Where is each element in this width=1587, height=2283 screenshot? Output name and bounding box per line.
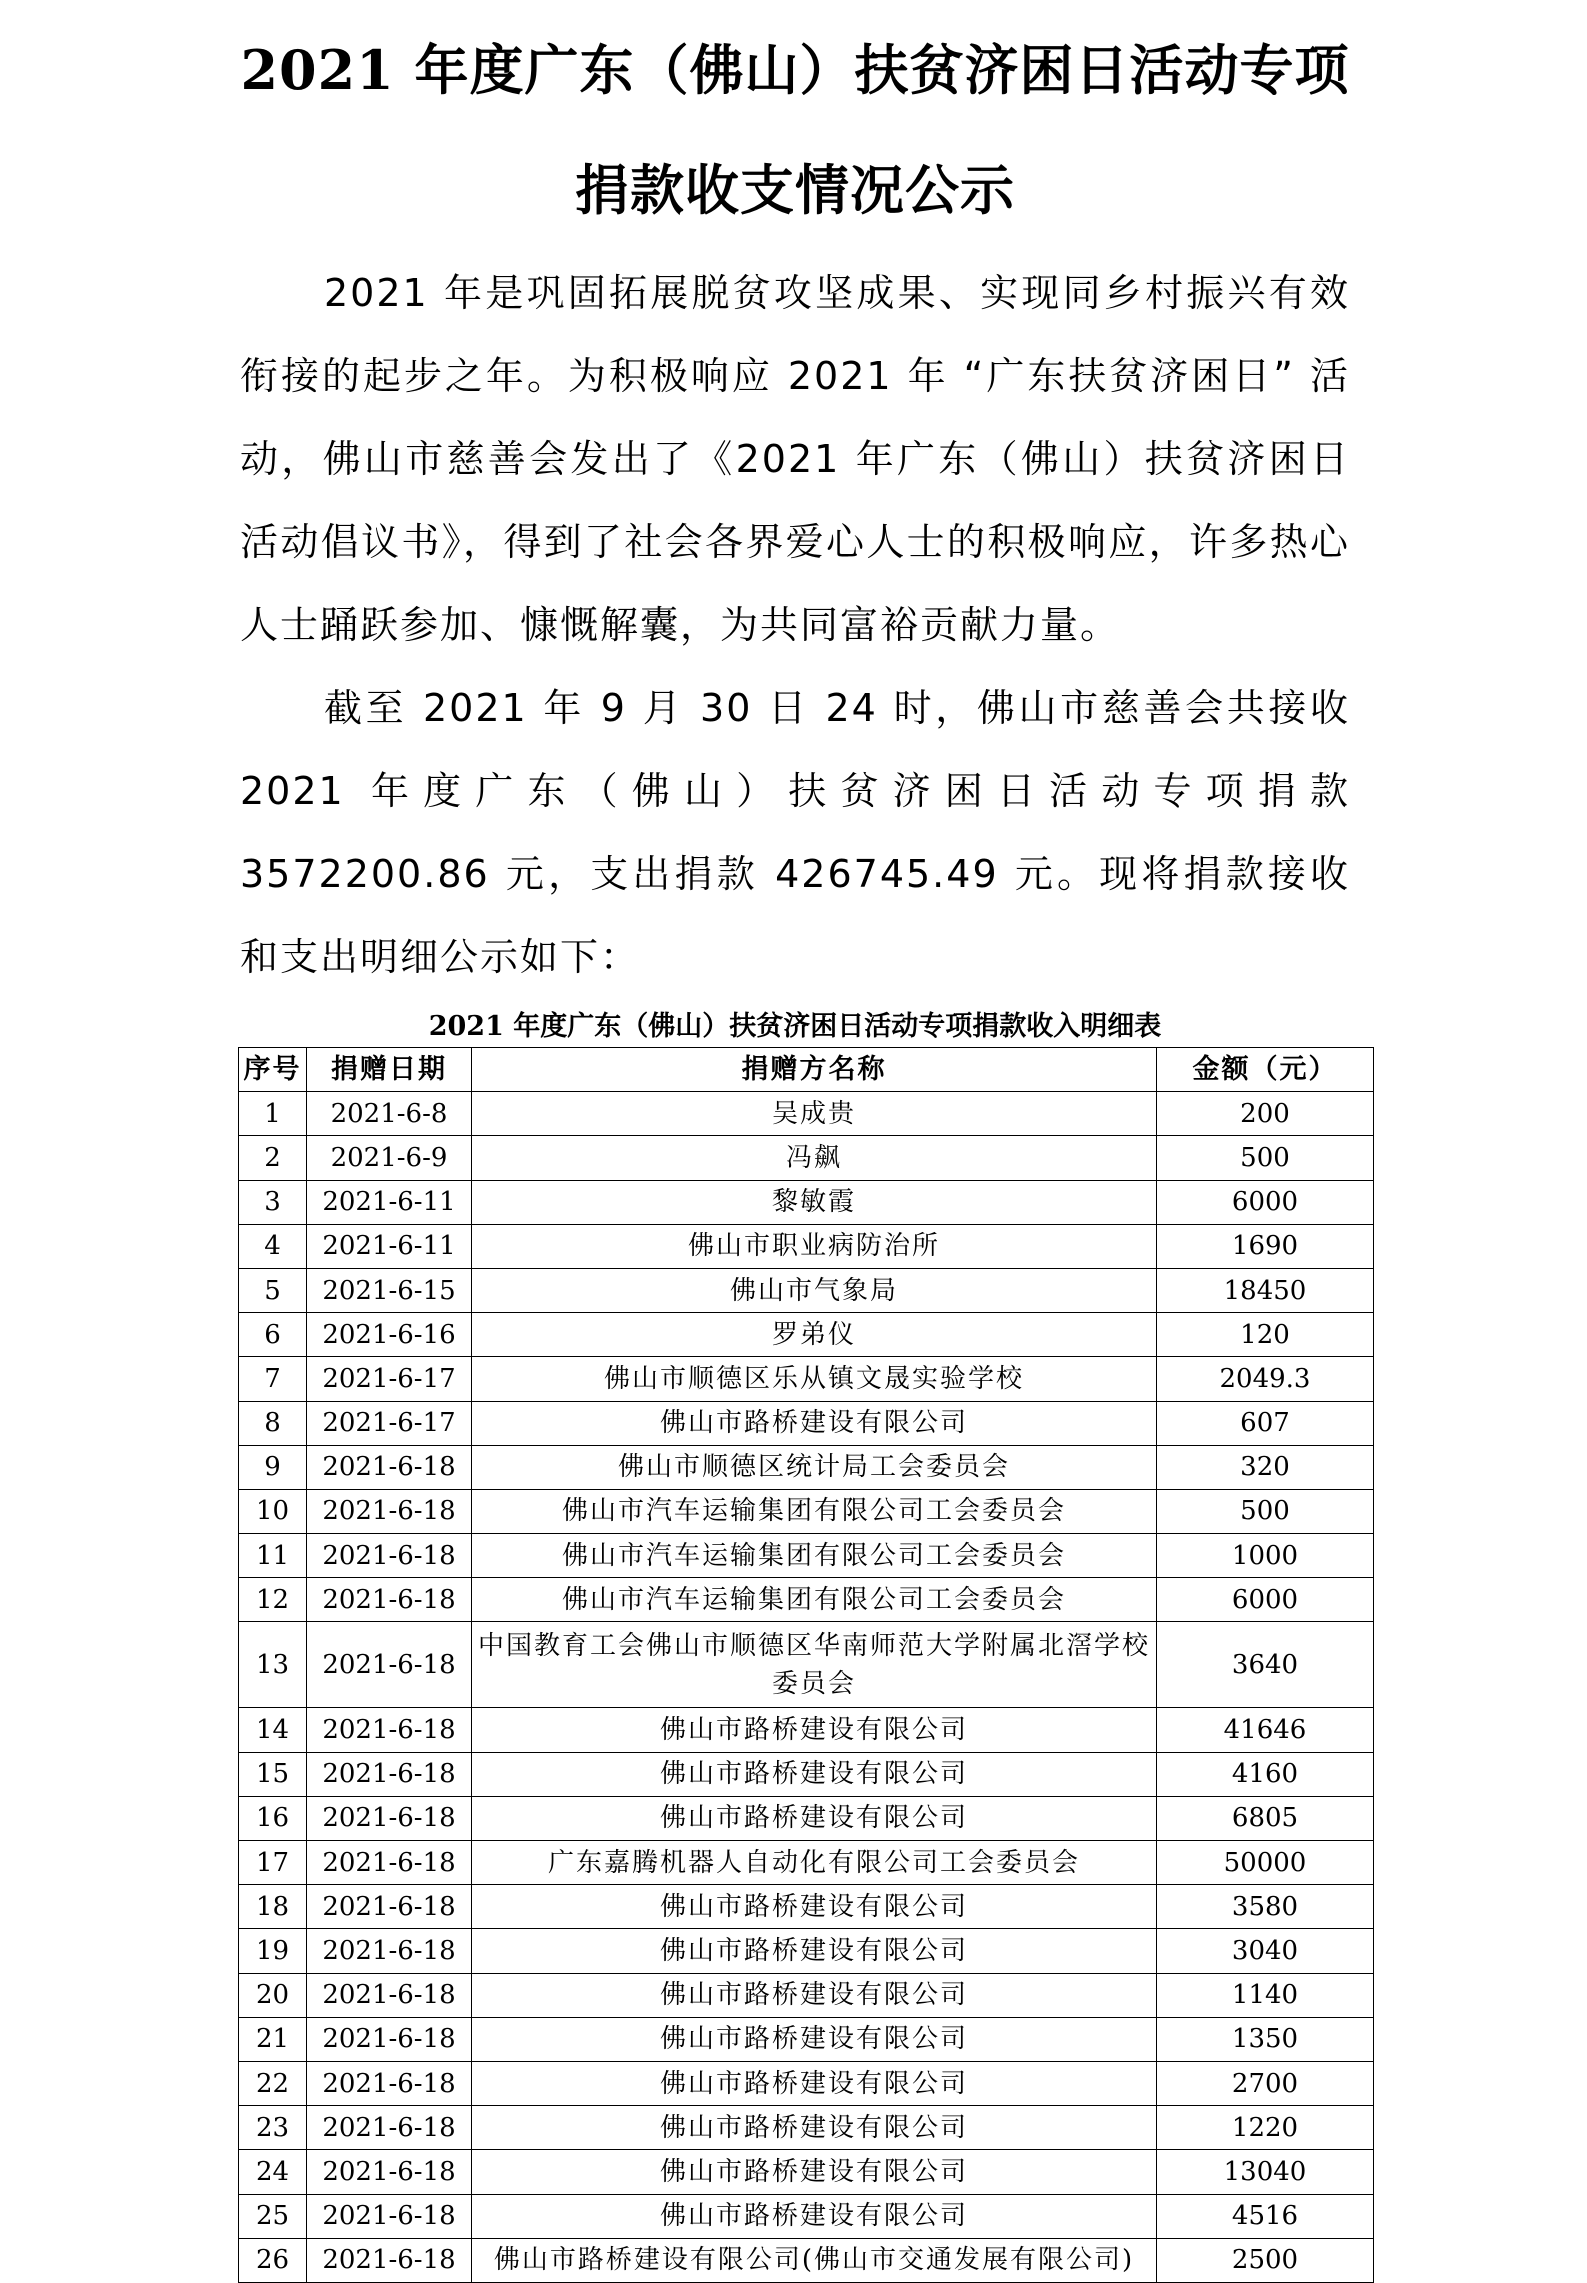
cell-donation-date: 2021-6-18 bbox=[307, 2194, 472, 2238]
table-header-row bbox=[239, 1048, 1374, 1092]
table-row bbox=[239, 1224, 1374, 1268]
cell-amount: 1350 bbox=[1157, 2017, 1374, 2061]
header-amount: 金额（元） bbox=[1157, 1048, 1374, 1092]
cell-serial-number: 14 bbox=[239, 1708, 307, 1752]
income-detail-table bbox=[238, 1047, 1374, 2283]
cell-donor-name: 佛山市气象局 bbox=[472, 1268, 1157, 1312]
cell-donation-date: 2021-6-18 bbox=[307, 1885, 472, 1929]
cell-donor-name: 佛山市汽车运输集团有限公司工会委员会 bbox=[472, 1489, 1157, 1533]
cell-donation-date: 2021-6-18 bbox=[307, 1752, 472, 1796]
cell-donor-name: 佛山市汽车运输集团有限公司工会委员会 bbox=[472, 1578, 1157, 1622]
table-row bbox=[239, 1578, 1374, 1622]
cell-serial-number: 7 bbox=[239, 1357, 307, 1401]
table-title: 2021 年度广东（佛山）扶贫济困日活动专项捐款收入明细表 bbox=[428, 1011, 1162, 1042]
table-row bbox=[239, 1092, 1374, 1136]
cell-donor-name: 佛山市职业病防治所 bbox=[472, 1224, 1157, 1268]
table-row bbox=[239, 1489, 1374, 1533]
cell-donation-date: 2021-6-17 bbox=[307, 1357, 472, 1401]
cell-donation-date: 2021-6-11 bbox=[307, 1180, 472, 1224]
cell-amount: 1220 bbox=[1157, 2106, 1374, 2150]
table-row bbox=[239, 1973, 1374, 2017]
header-donation-date: 捐赠日期 bbox=[307, 1048, 472, 1092]
cell-serial-number: 2 bbox=[239, 1136, 307, 1180]
cell-donation-date: 2021-6-18 bbox=[307, 2150, 472, 2194]
cell-amount: 4516 bbox=[1157, 2194, 1374, 2238]
table-row bbox=[239, 2106, 1374, 2150]
table-row bbox=[239, 1885, 1374, 1929]
cell-serial-number: 5 bbox=[239, 1268, 307, 1312]
cell-donor-name: 佛山市路桥建设有限公司 bbox=[472, 1973, 1157, 2017]
cell-serial-number: 11 bbox=[239, 1534, 307, 1578]
cell-serial-number: 12 bbox=[239, 1578, 307, 1622]
cell-donor-name: 佛山市路桥建设有限公司 bbox=[472, 2194, 1157, 2238]
cell-donation-date: 2021-6-18 bbox=[307, 1929, 472, 1973]
header-donor-name: 捐赠方名称 bbox=[472, 1048, 1157, 1092]
table-row bbox=[239, 1929, 1374, 1973]
cell-donor-name: 佛山市路桥建设有限公司 bbox=[472, 2106, 1157, 2150]
cell-serial-number: 26 bbox=[239, 2238, 307, 2282]
cell-amount: 6000 bbox=[1157, 1578, 1374, 1622]
cell-donor-name: 佛山市路桥建设有限公司 bbox=[472, 2061, 1157, 2105]
cell-serial-number: 17 bbox=[239, 1841, 307, 1885]
cell-donor-name: 冯飙 bbox=[472, 1136, 1157, 1180]
table-row bbox=[239, 1796, 1374, 1840]
cell-serial-number: 8 bbox=[239, 1401, 307, 1445]
cell-donation-date: 2021-6-11 bbox=[307, 1224, 472, 1268]
cell-serial-number: 4 bbox=[239, 1224, 307, 1268]
cell-donor-name: 吴成贵 bbox=[472, 1092, 1157, 1136]
cell-donor-name: 佛山市路桥建设有限公司 bbox=[472, 1885, 1157, 1929]
table-row bbox=[239, 1752, 1374, 1796]
cell-serial-number: 18 bbox=[239, 1885, 307, 1929]
cell-donation-date: 2021-6-18 bbox=[307, 2061, 472, 2105]
cell-donor-name: 佛山市路桥建设有限公司 bbox=[472, 1401, 1157, 1445]
cell-donor-name: 黎敏霞 bbox=[472, 1180, 1157, 1224]
cell-amount: 120 bbox=[1157, 1313, 1374, 1357]
cell-serial-number: 25 bbox=[239, 2194, 307, 2238]
cell-amount: 3040 bbox=[1157, 1929, 1374, 1973]
cell-amount: 2700 bbox=[1157, 2061, 1374, 2105]
cell-amount: 1000 bbox=[1157, 1534, 1374, 1578]
cell-donation-date: 2021-6-18 bbox=[307, 2238, 472, 2282]
cell-amount: 2500 bbox=[1157, 2238, 1374, 2282]
table-row bbox=[239, 1445, 1374, 1489]
cell-donor-name: 佛山市路桥建设有限公司(佛山市交通发展有限公司) bbox=[472, 2238, 1157, 2282]
cell-donor-name: 佛山市顺德区统计局工会委员会 bbox=[472, 1445, 1157, 1489]
cell-serial-number: 16 bbox=[239, 1796, 307, 1840]
table-row bbox=[239, 1401, 1374, 1445]
document-title-line-1: 2021 年度广东（佛山）扶贫济困日活动专项 bbox=[240, 38, 1350, 102]
table-row bbox=[239, 1622, 1374, 1708]
cell-serial-number: 20 bbox=[239, 1973, 307, 2017]
cell-donation-date: 2021-6-18 bbox=[307, 1622, 472, 1708]
cell-amount: 3640 bbox=[1157, 1622, 1374, 1708]
cell-serial-number: 9 bbox=[239, 1445, 307, 1489]
table-row bbox=[239, 2150, 1374, 2194]
cell-amount: 607 bbox=[1157, 1401, 1374, 1445]
cell-serial-number: 24 bbox=[239, 2150, 307, 2194]
cell-serial-number: 22 bbox=[239, 2061, 307, 2105]
document-title-line-2: 捐款收支情况公示 bbox=[575, 158, 1015, 222]
table-body bbox=[239, 1092, 1374, 2283]
cell-serial-number: 19 bbox=[239, 1929, 307, 1973]
cell-donation-date: 2021-6-18 bbox=[307, 1489, 472, 1533]
cell-donation-date: 2021-6-15 bbox=[307, 1268, 472, 1312]
cell-donation-date: 2021-6-18 bbox=[307, 1973, 472, 2017]
cell-donor-name: 佛山市汽车运输集团有限公司工会委员会 bbox=[472, 1534, 1157, 1578]
cell-donation-date: 2021-6-18 bbox=[307, 1841, 472, 1885]
cell-amount: 320 bbox=[1157, 1445, 1374, 1489]
cell-amount: 500 bbox=[1157, 1489, 1374, 1533]
cell-donor-name: 佛山市路桥建设有限公司 bbox=[472, 1796, 1157, 1840]
cell-donor-name: 佛山市路桥建设有限公司 bbox=[472, 1752, 1157, 1796]
header-serial-number: 序号 bbox=[239, 1048, 307, 1092]
table-row bbox=[239, 1534, 1374, 1578]
cell-donation-date: 2021-6-18 bbox=[307, 1534, 472, 1578]
cell-donation-date: 2021-6-18 bbox=[307, 1796, 472, 1840]
cell-amount: 2049.3 bbox=[1157, 1357, 1374, 1401]
cell-serial-number: 3 bbox=[239, 1180, 307, 1224]
cell-donation-date: 2021-6-18 bbox=[307, 1708, 472, 1752]
table-row bbox=[239, 1313, 1374, 1357]
cell-donor-name: 罗弟仪 bbox=[472, 1313, 1157, 1357]
cell-amount: 3580 bbox=[1157, 1885, 1374, 1929]
cell-serial-number: 13 bbox=[239, 1622, 307, 1708]
cell-amount: 4160 bbox=[1157, 1752, 1374, 1796]
cell-donor-name: 佛山市路桥建设有限公司 bbox=[472, 2017, 1157, 2061]
cell-amount: 41646 bbox=[1157, 1708, 1374, 1752]
cell-serial-number: 6 bbox=[239, 1313, 307, 1357]
intro-paragraph: 2021 年是巩固拓展脱贫攻坚成果、实现同乡村振兴有效衔接的起步之年。为积极响应 2021 年 “广东扶贫济困日” 活动，佛山市慈善会发出了《2021 年广东（佛山）扶贫济困日活动倡议书》，得到了社会各界爱心人士的积极响应，许多热心人士踊跃参加、慷慨解囊，为共同富裕贡献力量。 bbox=[240, 271, 1350, 647]
cell-serial-number: 10 bbox=[239, 1489, 307, 1533]
table-row bbox=[239, 1136, 1374, 1180]
table-row bbox=[239, 2017, 1374, 2061]
cell-amount: 1690 bbox=[1157, 1224, 1374, 1268]
cell-donor-name: 佛山市路桥建设有限公司 bbox=[472, 1708, 1157, 1752]
cell-donation-date: 2021-6-9 bbox=[307, 1136, 472, 1180]
cell-donation-date: 2021-6-18 bbox=[307, 2106, 472, 2150]
cell-donation-date: 2021-6-8 bbox=[307, 1092, 472, 1136]
table-row bbox=[239, 1180, 1374, 1224]
cell-amount: 50000 bbox=[1157, 1841, 1374, 1885]
summary-paragraph: 截至 2021 年 9 月 30 日 24 时，佛山市慈善会共接收 2021 年度广东（佛山）扶贫济困日活动专项捐款 3572200.86 元，支出捐款 426745.49 元。现将捐款接收和支出明细公示如下： bbox=[240, 686, 1350, 979]
cell-serial-number: 21 bbox=[239, 2017, 307, 2061]
cell-amount: 13040 bbox=[1157, 2150, 1374, 2194]
table-row bbox=[239, 1357, 1374, 1401]
cell-donor-name: 佛山市路桥建设有限公司 bbox=[472, 2150, 1157, 2194]
cell-donor-name: 中国教育工会佛山市顺德区华南师范大学附属北滘学校委员会 bbox=[472, 1622, 1157, 1708]
cell-serial-number: 23 bbox=[239, 2106, 307, 2150]
table-row bbox=[239, 2061, 1374, 2105]
cell-amount: 1140 bbox=[1157, 1973, 1374, 2017]
cell-donor-name: 佛山市路桥建设有限公司 bbox=[472, 1929, 1157, 1973]
table-row bbox=[239, 1268, 1374, 1312]
table-row bbox=[239, 2194, 1374, 2238]
cell-donor-name: 佛山市顺德区乐从镇文晟实验学校 bbox=[472, 1357, 1157, 1401]
document-page bbox=[240, 0, 1350, 2283]
cell-donor-name: 广东嘉腾机器人自动化有限公司工会委员会 bbox=[472, 1841, 1157, 1885]
cell-donation-date: 2021-6-18 bbox=[307, 2017, 472, 2061]
cell-serial-number: 1 bbox=[239, 1092, 307, 1136]
table-row bbox=[239, 1841, 1374, 1885]
cell-amount: 500 bbox=[1157, 1136, 1374, 1180]
cell-donation-date: 2021-6-18 bbox=[307, 1445, 472, 1489]
cell-donation-date: 2021-6-17 bbox=[307, 1401, 472, 1445]
cell-donation-date: 2021-6-18 bbox=[307, 1578, 472, 1622]
cell-amount: 6805 bbox=[1157, 1796, 1374, 1840]
cell-amount: 6000 bbox=[1157, 1180, 1374, 1224]
cell-amount: 18450 bbox=[1157, 1268, 1374, 1312]
cell-donation-date: 2021-6-16 bbox=[307, 1313, 472, 1357]
cell-amount: 200 bbox=[1157, 1092, 1374, 1136]
cell-serial-number: 15 bbox=[239, 1752, 307, 1796]
table-row bbox=[239, 1708, 1374, 1752]
